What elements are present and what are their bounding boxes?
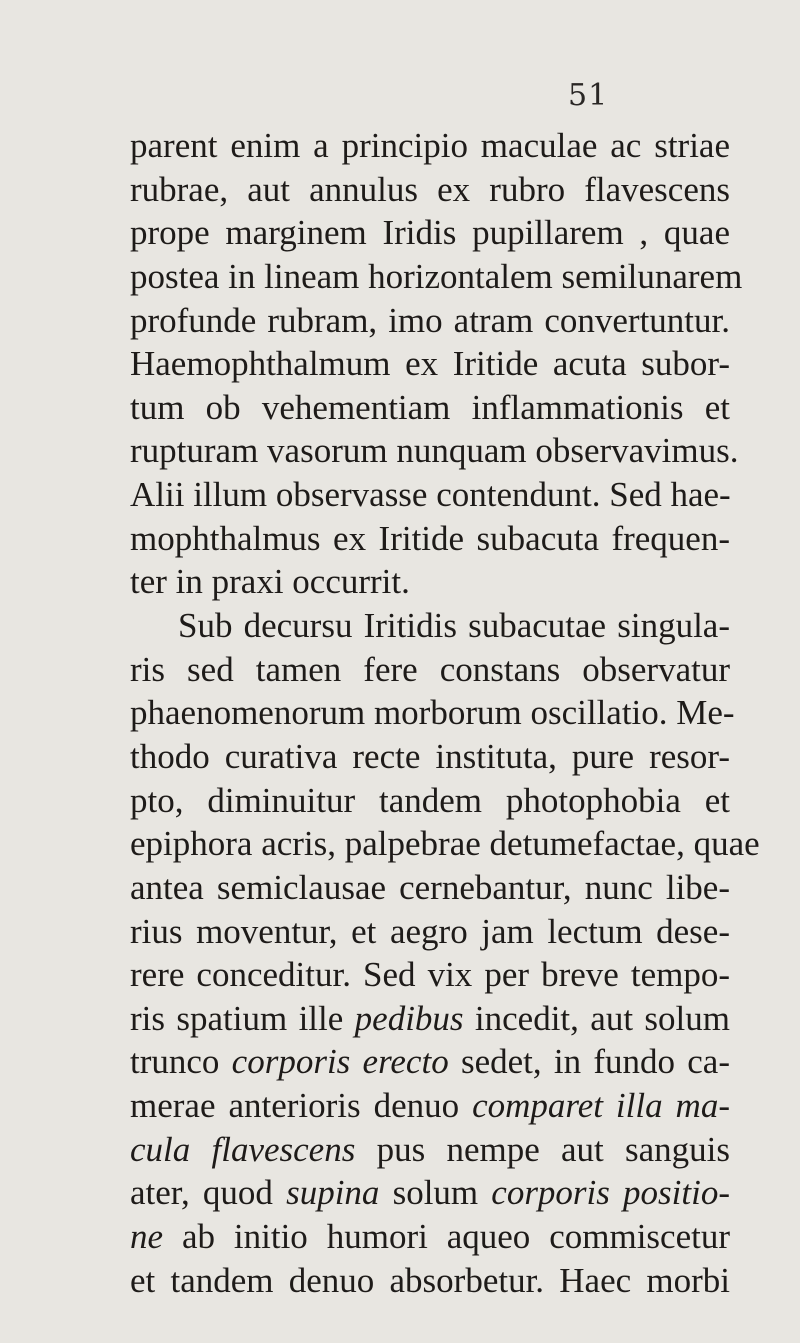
text-line-27: et tandem denuo absorbetur. Haec morbi [130,1260,730,1300]
text-line-7: tum ob vehementiam inflammationis et [130,387,730,427]
text-line-19: rius moventur, et aegro jam lectum dese- [130,911,730,951]
text-line-14: phaenomenorum morborum oscillatio. Me- [130,693,735,733]
text-line-12: Sub decursu Iritidis subacutae singula- [178,606,730,646]
text-line-24: cula flavescens pus nempe aut sanguis [130,1129,730,1169]
text-line-15: thodo curativa recte instituta, pure resor- [130,736,730,776]
text-line-8: rupturam vasorum nunquam observavimus. [130,431,739,471]
text-line-1: parent enim a principio maculae ac striae [130,126,730,165]
text-line-25: ater, quod supina solum corporis positio- [130,1173,730,1213]
text-line-26: ne ab initio humori aqueo commiscetur [130,1217,730,1257]
text-line-21: ris spatium ille pedibus incedit, aut solum [130,998,730,1038]
text-line-20: rere conceditur. Sed vix per breve tempo- [130,955,730,995]
text-line-18: antea semiclausae cernebantur, nunc libe- [130,867,730,907]
text-line-13: ris sed tamen fere constans observatur [130,649,730,689]
text-line-10: mophthalmus ex Iritide subacuta frequen- [130,518,730,558]
text-line-17: epiphora acris, palpebrae detumefactae, quae [130,824,760,864]
body-text [130,124,760,1302]
text-line-5: profunde rubram, imo atram convertuntur. [130,300,730,340]
text-line-2: rubrae, aut annulus ex rubro flavescens [130,169,730,209]
text-line-23: merae anterioris denuo comparet illa ma- [130,1086,730,1126]
text-line-22: trunco corporis erecto sedet, in fundo ca- [130,1042,730,1082]
text-line-3: prope marginem Iridis pupillarem , quae [130,213,730,253]
text-line-11: ter in praxi occurrit. [130,562,410,602]
text-line-16: pto, diminuitur tandem photophobia et [130,780,730,820]
text-line-4: postea in lineam horizontalem semilunarem [130,256,743,296]
text-line-9: Alii illum observasse contendunt. Sed hae- [130,475,731,515]
page-number: 51 [568,78,609,113]
text-line-6: Haemophthalmum ex Iritide acuta subor- [130,344,730,384]
